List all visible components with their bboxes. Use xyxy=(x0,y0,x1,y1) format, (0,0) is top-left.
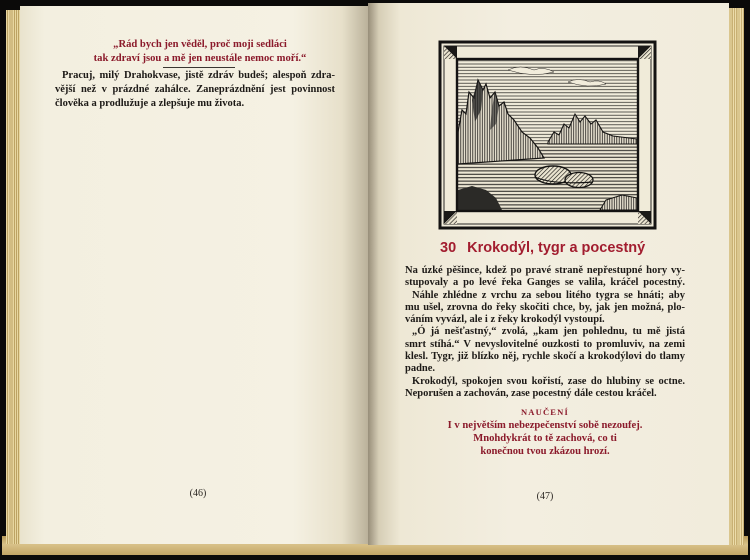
page-number-right: (47) xyxy=(536,491,554,502)
body-line: „Ó já nešťastný,“ zvolá, „kam jen pohlednu, tu mě jistá xyxy=(412,326,685,338)
separator-rule xyxy=(163,67,235,68)
fable-title xyxy=(440,239,645,257)
body-line: smrt stíhá.“ V nevyslovitelné ouzkosti to promluviv, na zemi xyxy=(405,338,685,350)
woodcut-landscape-icon xyxy=(438,40,658,232)
moral-line: Mnohdykrát to tě zachová, co ti xyxy=(473,433,617,444)
body-line: Neporušen a zachován, zase pocestný dále cestou kráčel. xyxy=(405,387,657,399)
epigraph xyxy=(60,38,340,65)
left-page xyxy=(20,6,370,544)
right-page xyxy=(368,3,729,545)
moral-heading: NAUČENÍ xyxy=(520,407,570,417)
body-line: člověka a prodlužuje a zlepšuje mu života. xyxy=(55,98,245,109)
moral-line: konečnou tvou zkázou hrozí. xyxy=(480,446,610,457)
body-line: vější než v prázdné zahálce. Zaneprázdnění jest povinnost xyxy=(55,84,335,95)
moral-line: I v největším nebezpečenství sobě nezoufej. xyxy=(447,420,643,431)
fable-number: 30 xyxy=(440,240,457,256)
body-line: Pracuj, milý Drahokvase, jistě zdráv budeš; alespoň zdra- xyxy=(62,70,335,81)
right-body-text xyxy=(405,265,685,400)
body-line: mu ušel, zrovna do řeky skočiti chce, by, jak jen možná, plo- xyxy=(405,301,685,313)
fable-title-text: Krokodýl, tygr a pocestný xyxy=(467,240,646,256)
body-line: stupovaly a po levé řeka Ganges se valila, kráčel pocestný. xyxy=(405,277,685,289)
page-number-left: (46) xyxy=(189,488,207,499)
body-line: Na úzké pěšince, kdež po pravé straně nepřestupné hory vy- xyxy=(405,265,685,276)
woodcut-scene xyxy=(458,60,637,210)
epigraph-line: tak zdraví jsou a mě jen neustále nemoc moří.“ xyxy=(93,52,307,64)
body-line: padne. xyxy=(405,363,436,375)
epigraph-line: „Rád bych jen věděl, proč moji sedláci xyxy=(113,39,287,50)
body-line: váním vyvázl, ale i z řeky krokodýl vystoupí. xyxy=(405,314,605,326)
body-line: Krokodýl, spokojen svou kořistí, zase do hlubiny se octne. xyxy=(412,375,685,387)
body-line: Náhle zhlédne z vrchu za sebou litého tygra se hnáti; aby xyxy=(412,289,685,301)
body-line: klesl. Tygr, již blízko něj, rychle skočí a krokodýlovi do tlamy xyxy=(405,351,685,363)
moral-text xyxy=(405,419,685,458)
left-body-text xyxy=(55,69,335,111)
page-edges-right xyxy=(727,8,744,545)
